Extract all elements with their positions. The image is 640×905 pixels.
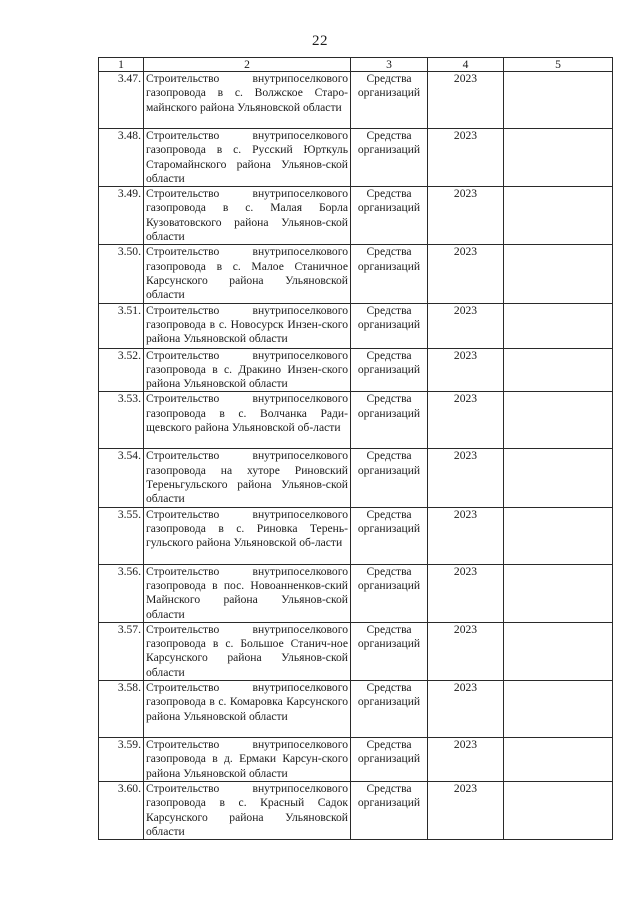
item-year: 2023	[428, 681, 504, 738]
funding-source: Средства организаций	[351, 449, 428, 507]
funding-source: Средства организаций	[351, 392, 428, 449]
item-note	[504, 622, 613, 680]
item-year: 2023	[428, 622, 504, 680]
item-name: Строительство внутрипоселкового газопровода в с. Малая Борла Кузоватовского района Ульянов-ской области	[144, 187, 351, 245]
item-name: Строительство внутрипоселкового газопровода в с. Риновка Терень-гульского района Ульяновской об-ласти	[144, 507, 351, 564]
table-row	[99, 622, 613, 680]
funding-source: Средства организаций	[351, 681, 428, 738]
column-header-1: 1	[99, 58, 144, 72]
funding-source: Средства организаций	[351, 72, 428, 129]
table-row	[99, 738, 613, 782]
item-number: 3.55.	[99, 507, 144, 564]
item-year: 2023	[428, 507, 504, 564]
item-name: Строительство внутрипоселкового газопровода в с. Волчанка Ради-щевского района Ульяновской об-ласти	[144, 392, 351, 449]
column-header-4: 4	[428, 58, 504, 72]
item-note	[504, 303, 613, 348]
funding-source: Средства организаций	[351, 507, 428, 564]
item-name: Строительство внутрипоселкового газопровода в с. Красный Садок Карсунского района Ульяновской области	[144, 781, 351, 839]
item-note	[504, 72, 613, 129]
item-name: Строительство внутрипоселкового газопровода в пос. Новоанненков-ский Майнского района Ульянов-ской области	[144, 564, 351, 622]
item-number: 3.52.	[99, 348, 144, 392]
table-row	[99, 72, 613, 129]
item-note	[504, 187, 613, 245]
item-year: 2023	[428, 348, 504, 392]
item-name: Строительство внутрипоселкового газопровода в с. Русский Юрткуль Старомайнского района Ульянов-ской области	[144, 129, 351, 187]
funding-source: Средства организаций	[351, 129, 428, 187]
item-year: 2023	[428, 449, 504, 507]
table-row	[99, 564, 613, 622]
item-number: 3.54.	[99, 449, 144, 507]
item-year: 2023	[428, 187, 504, 245]
item-name: Строительство внутрипоселкового газопровода в с. Малое Станичное Карсунского района Ульяновской области	[144, 245, 351, 303]
item-name: Строительство внутрипоселкового газопровода в с. Новосурск Инзен-ского района Ульяновской области	[144, 303, 351, 348]
table-row	[99, 392, 613, 449]
table-row	[99, 303, 613, 348]
item-number: 3.47.	[99, 72, 144, 129]
item-number: 3.58.	[99, 681, 144, 738]
item-year: 2023	[428, 72, 504, 129]
table-row	[99, 348, 613, 392]
item-number: 3.51.	[99, 303, 144, 348]
funding-source: Средства организаций	[351, 738, 428, 782]
table-row	[99, 781, 613, 839]
item-number: 3.53.	[99, 392, 144, 449]
item-number: 3.48.	[99, 129, 144, 187]
table-row	[99, 129, 613, 187]
page-number: 22	[312, 33, 328, 49]
item-name: Строительство внутрипоселкового газопровода в с. Волжское Старо-майнского района Ульяновской области	[144, 72, 351, 129]
table-row	[99, 187, 613, 245]
item-name: Строительство внутрипоселкового газопровода в д. Ермаки Карсун-ского района Ульяновской области	[144, 738, 351, 782]
item-year: 2023	[428, 129, 504, 187]
funding-source: Средства организаций	[351, 781, 428, 839]
funding-source: Средства организаций	[351, 245, 428, 303]
item-year: 2023	[428, 564, 504, 622]
funding-source: Средства организаций	[351, 348, 428, 392]
item-note	[504, 564, 613, 622]
item-year: 2023	[428, 738, 504, 782]
item-note	[504, 392, 613, 449]
table-row	[99, 245, 613, 303]
item-number: 3.56.	[99, 564, 144, 622]
item-year: 2023	[428, 781, 504, 839]
item-name: Строительство внутрипоселкового газопровода в с. Дракино Инзен-ского района Ульяновской области	[144, 348, 351, 392]
item-name: Строительство внутрипоселкового газопровода на хуторе Риновский Тереньгульского района Ульянов-ской области	[144, 449, 351, 507]
item-note	[504, 348, 613, 392]
item-year: 2023	[428, 303, 504, 348]
item-note	[504, 781, 613, 839]
item-year: 2023	[428, 392, 504, 449]
item-name: Строительство внутрипоселкового газопровода в с. Большое Станич-ное Карсунского района Ульянов-ской области	[144, 622, 351, 680]
item-note	[504, 507, 613, 564]
item-year: 2023	[428, 245, 504, 303]
table-body	[99, 72, 613, 840]
table-header-row	[99, 58, 613, 72]
item-name: Строительство внутрипоселкового газопровода в с. Комаровка Карсунского района Ульяновской области	[144, 681, 351, 738]
item-number: 3.57.	[99, 622, 144, 680]
item-note	[504, 245, 613, 303]
column-header-5: 5	[504, 58, 613, 72]
item-note	[504, 681, 613, 738]
table-row	[99, 681, 613, 738]
funding-source: Средства организаций	[351, 187, 428, 245]
document-table	[98, 57, 613, 840]
funding-source: Средства организаций	[351, 303, 428, 348]
funding-source: Средства организаций	[351, 564, 428, 622]
item-note	[504, 129, 613, 187]
item-number: 3.50.	[99, 245, 144, 303]
item-number: 3.60.	[99, 781, 144, 839]
item-number: 3.59.	[99, 738, 144, 782]
table-row	[99, 449, 613, 507]
table-row	[99, 507, 613, 564]
column-header-2: 2	[144, 58, 351, 72]
item-note	[504, 449, 613, 507]
funding-source: Средства организаций	[351, 622, 428, 680]
item-note	[504, 738, 613, 782]
column-header-3: 3	[351, 58, 428, 72]
item-number: 3.49.	[99, 187, 144, 245]
